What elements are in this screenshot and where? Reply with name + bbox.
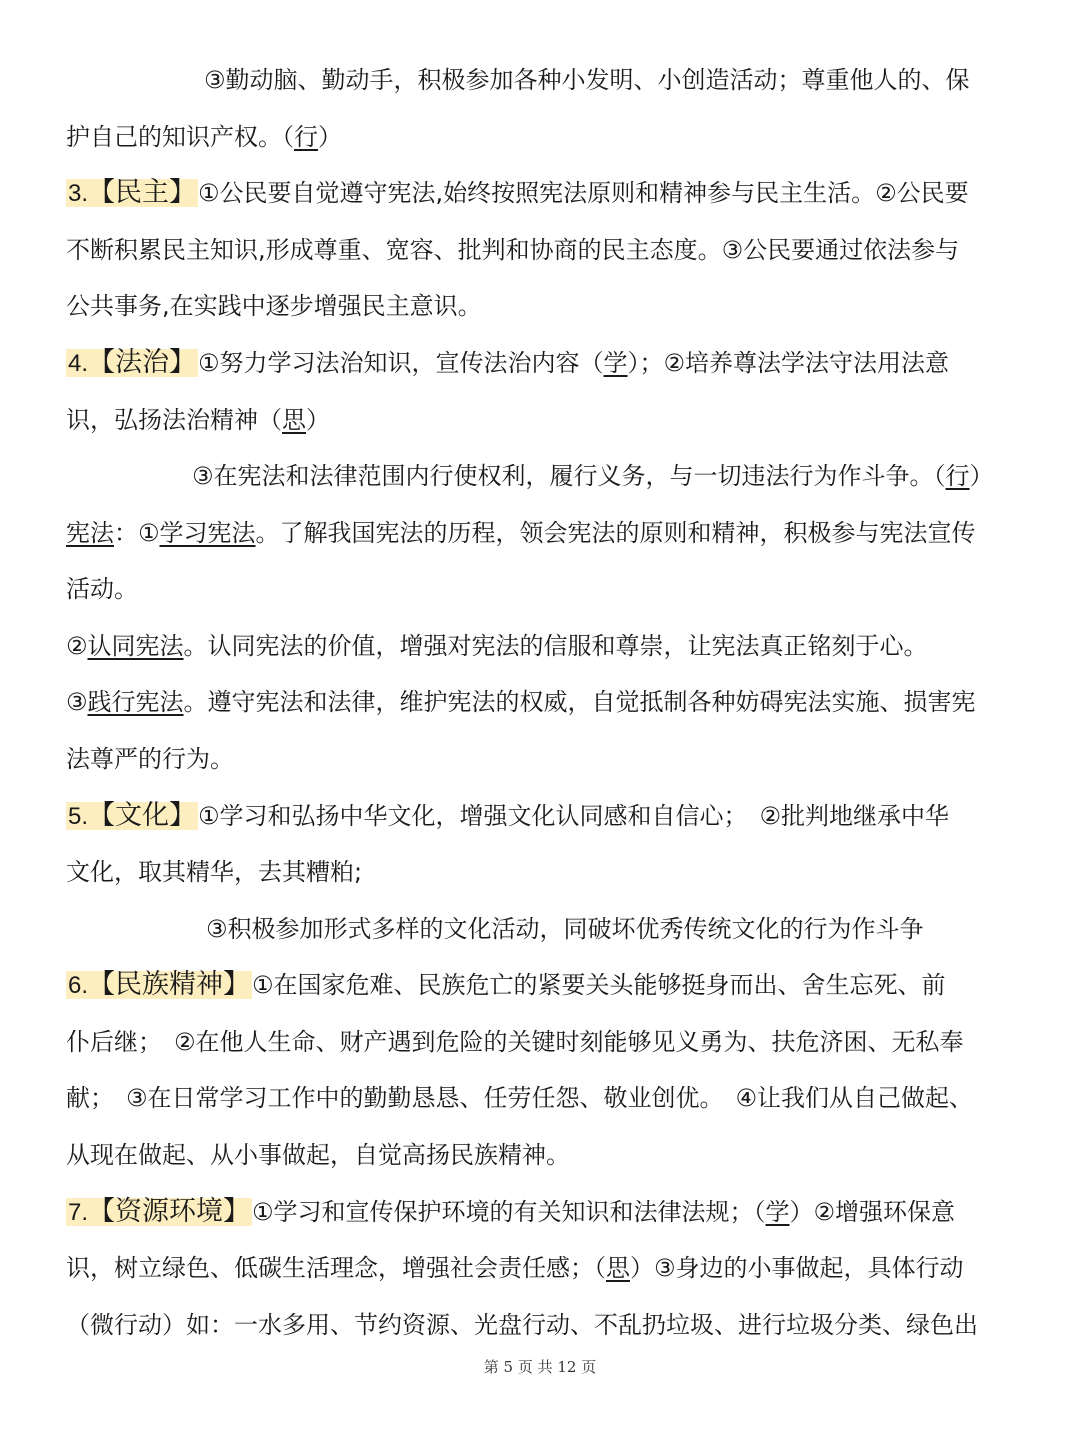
text-line: 献； ③在日常学习工作中的勤勤恳恳、任劳任怨、敬业创优。 ④让我们从自己做起、	[66, 1084, 974, 1112]
text-segment: ）	[318, 123, 342, 151]
text-line: 不断积累民主知识,形成尊重、宽容、批判和协商的民主态度。③公民要通过依法参与	[66, 236, 960, 264]
text-line	[66, 121, 1018, 153]
text-segment: ②	[66, 632, 88, 660]
text-line	[66, 1252, 1018, 1284]
section-heading	[66, 349, 198, 377]
text-line	[66, 404, 1018, 436]
text-line: 文化，取其精华，去其糟粕;	[66, 858, 363, 886]
text-segment: 。了解我国宪法的历程，领会宪法的原则和精神，积极参与宪法宣传	[255, 519, 976, 547]
underlined-keyword: 行	[945, 462, 970, 490]
text-line: ③勤动脑、勤动手，积极参加各种小发明、小创造活动；尊重他人的、保	[204, 66, 970, 94]
underlined-keyword: 思	[606, 1254, 630, 1282]
text-line: ③积极参加形式多样的文化活动，同破坏优秀传统文化的行为作斗争	[206, 915, 924, 943]
text-segment: ③	[66, 688, 88, 716]
section-heading	[66, 802, 198, 830]
section-number: 3.	[68, 180, 89, 207]
text-segment: ①学习和宣传保护环境的有关知识和法律法规；（	[252, 1198, 766, 1226]
text-segment: 。认同宪法的价值，增强对宪法的信服和尊崇，让宪法真正铭刻于心。	[183, 632, 928, 660]
text-segment: ）②增强环保意	[789, 1198, 956, 1226]
underlined-keyword: 践行宪法	[87, 688, 184, 716]
underlined-keyword: 行	[294, 123, 318, 151]
text-line: 从现在做起、从小事做起，自觉高扬民族精神。	[66, 1141, 570, 1169]
section-title: 【民族精神】	[88, 969, 251, 1000]
text-segment: ①努力学习法治知识，宣传法治内容（	[198, 349, 604, 377]
section-5-first-line	[66, 800, 1018, 833]
page-footer: 第 5 页 共 12 页	[483, 1358, 597, 1376]
section-3-first-line	[66, 177, 1018, 210]
section-title: 【民主】	[88, 177, 197, 208]
section-6-first-line	[66, 969, 1018, 1002]
text-segment: ：①	[114, 519, 160, 547]
section-heading	[66, 1198, 252, 1226]
text-line: 活动。	[66, 575, 138, 603]
section-number: 5.	[68, 803, 89, 830]
text-line	[66, 686, 1018, 718]
text-segment: 识，树立绿色、低碳生活理念，增强社会责任感；（	[66, 1254, 606, 1282]
underlined-keyword: 思	[282, 406, 306, 434]
section-title: 【资源环境】	[88, 1196, 251, 1227]
underlined-keyword: 宪法	[66, 519, 114, 547]
text-segment: ③在宪法和法律范围内行使权利，履行义务，与一切违法行为作斗争。（	[192, 462, 946, 490]
underlined-keyword: 学	[765, 1198, 790, 1226]
underlined-keyword: 学习宪法	[159, 519, 256, 547]
underlined-keyword: 认同宪法	[87, 632, 184, 660]
section-title: 【法治】	[88, 347, 197, 378]
text-line	[66, 630, 1018, 662]
section-number: 6.	[68, 972, 89, 999]
text-line: （微行动）如：一水多用、节约资源、光盘行动、不乱扔垃圾、进行垃圾分类、绿色出	[66, 1311, 978, 1339]
text-segment: 识，弘扬法治精神（	[66, 406, 282, 434]
text-segment: ①在国家危难、民族危亡的紧要关头能够挺身而出、舍生忘死、前	[252, 971, 946, 999]
text-segment: ）③身边的小事做起，具体行动	[630, 1254, 964, 1282]
section-number: 7.	[68, 1199, 89, 1226]
text-segment: 。遵守宪法和法律，维护宪法的权威，自觉抵制各种妨碍宪法实施、损害宪	[183, 688, 976, 716]
text-segment: 护自己的知识产权。（	[66, 123, 294, 151]
text-line: 法尊严的行为。	[66, 745, 234, 773]
text-line: 公共事务,在实践中逐步增强民主意识。	[66, 292, 482, 320]
section-number: 4.	[68, 350, 89, 377]
text-line: 仆后继； ②在他人生命、财产遇到危险的关键时刻能够见义勇为、扶危济困、无私奉	[66, 1028, 964, 1056]
section-heading	[66, 971, 252, 999]
text-segment: ①学习和弘扬中华文化，增强文化认同感和自信心； ②批判地继承中华	[198, 802, 950, 830]
text-segment: ①公民要自觉遵守宪法,始终按照宪法原则和精神参与民主生活。②公民要	[198, 179, 969, 207]
text-segment: ）	[969, 462, 994, 490]
text-segment: ）；②培养尊法学法守法用法意	[627, 349, 950, 377]
section-4-first-line	[66, 347, 1018, 380]
underlined-keyword: 学	[603, 349, 628, 377]
text-line	[66, 517, 1018, 549]
section-7-first-line	[66, 1196, 1018, 1229]
text-segment: ）	[306, 406, 330, 434]
section-heading	[66, 179, 198, 207]
text-line	[192, 460, 1018, 492]
section-title: 【文化】	[88, 800, 197, 831]
